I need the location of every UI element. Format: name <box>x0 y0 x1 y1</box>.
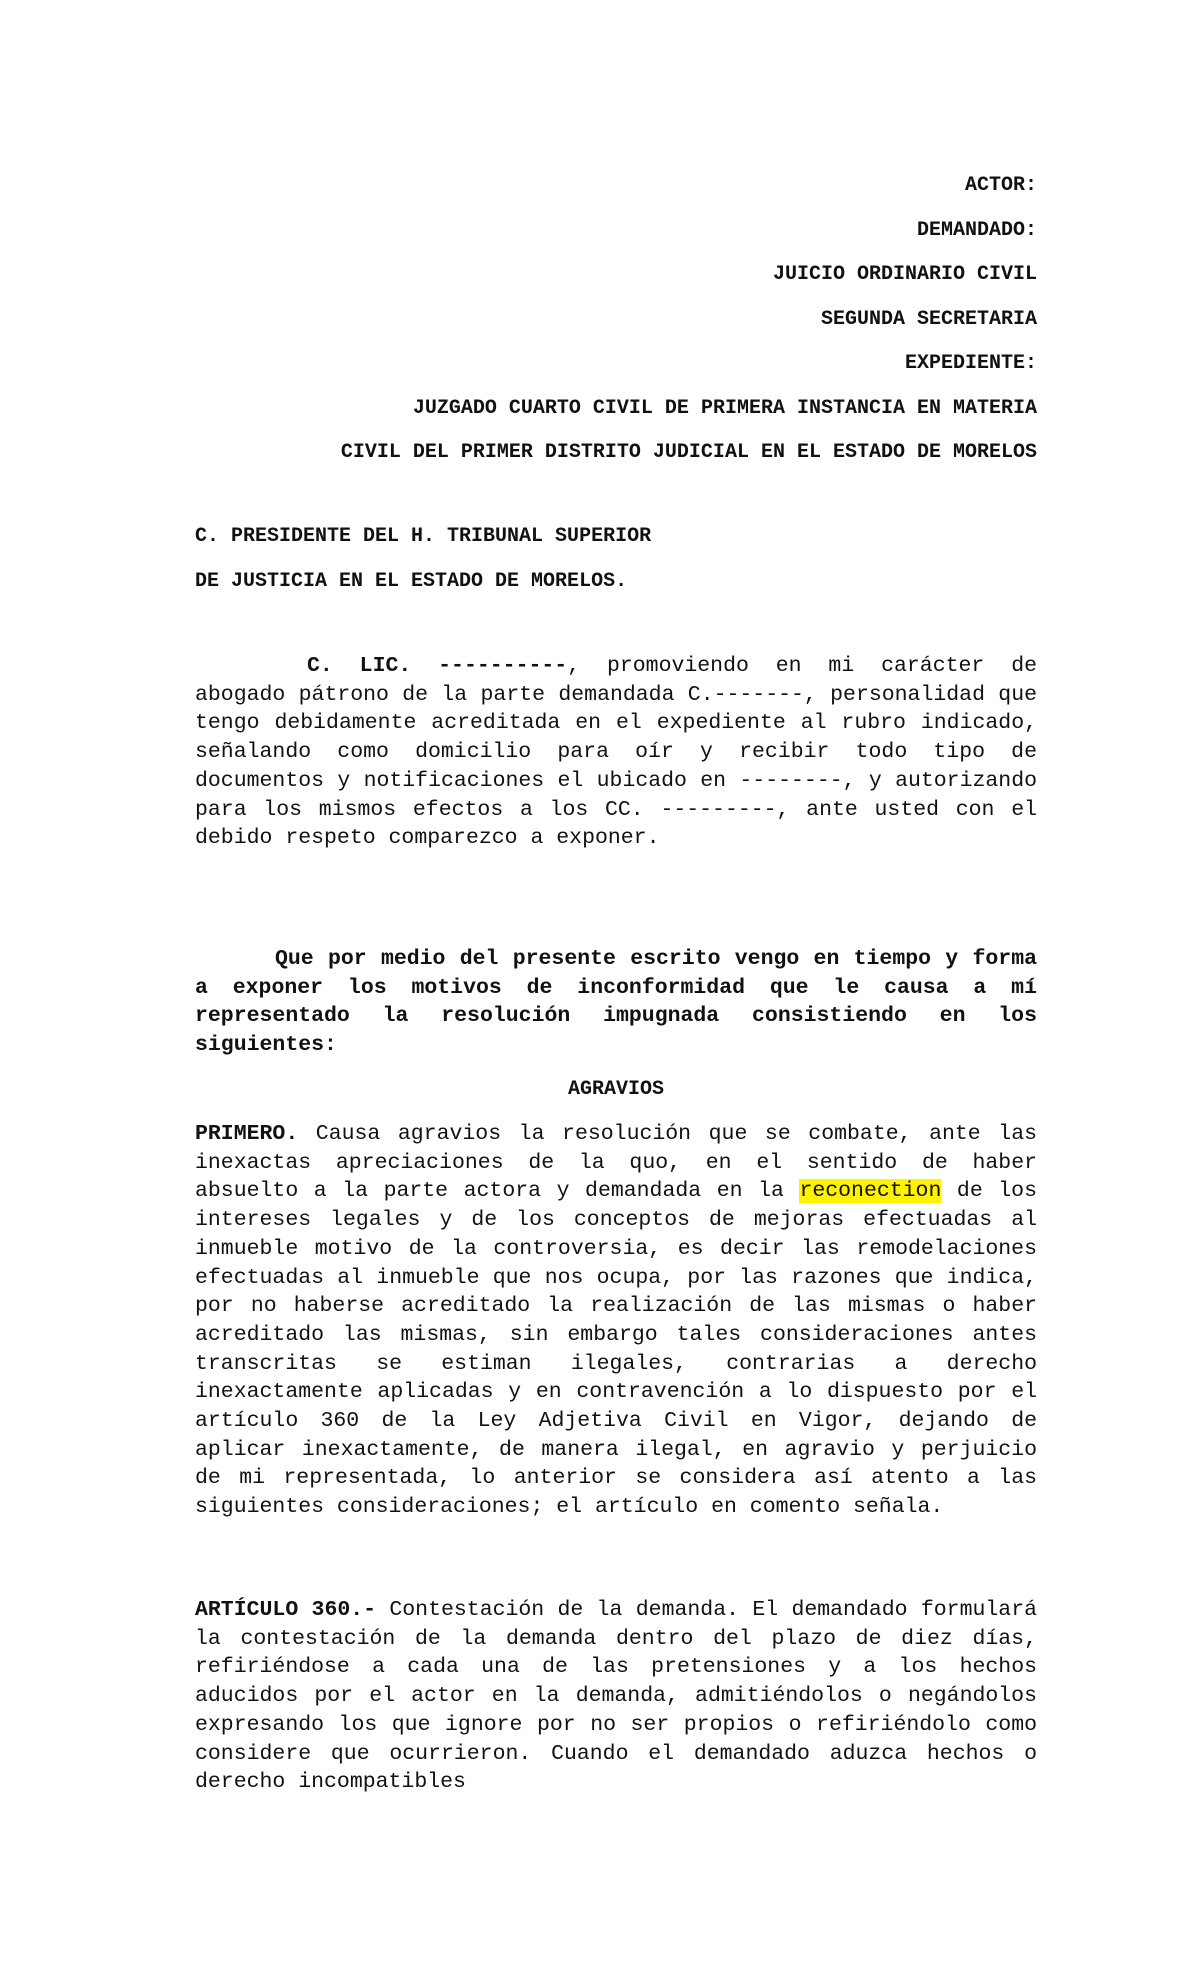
primero-paragraph <box>195 1120 1037 1522</box>
motive-paragraph: Que por medio del presente escrito vengo en tiempo y forma a exponer los motivos de inconformidad que le causa a mí representado la resolución impugnada consistiendo en los siguientes: <box>195 947 1037 1058</box>
primero-text-before: Causa agravios la resolución que se combate, ante las inexactas apreciaciones de la quo, en el sentido de haber absuelto a la parte actora y demandada en la <box>195 1122 1037 1204</box>
primero-text-after: de los intereses legales y de los conceptos de mejoras efectuadas al inmueble motivo de la controversia, es decir las remodelaciones efectuadas al inmueble que nos ocupa, por las razones que indica, por no haberse acreditado la realización de las mismas o haber acreditado las mismas, sin embargo tales consideraciones antes transcritas se estiman ilegales, contrarias a derecho inexactamente aplicadas y en contravención a lo dispuesto por el artículo 360 de la Ley Adjetiva Civil en Vigor, dejando de aplicar inexactamente, de manera ilegal, en agravio y perjuicio de mi representada, lo anterior se considera así atento a las siguientes consideraciones; el artículo en comento señala. <box>195 1179 1037 1520</box>
header-demandado: DEMANDADO: <box>916 218 1037 242</box>
agravios-heading: AGRAVIOS <box>567 1078 664 1101</box>
articulo-text: Contestación de la demanda. El demandado formulará la contestación de la demanda dentro del plazo de diez días, refiriéndose a cada una de las pretensiones y a los hechos aducidos por el actor en la demanda, admitiéndolos o negándolos expresando los que ignore por no ser propios o refiriéndolo como considere que ocurrieron. Cuando el demandado aduzca hechos o derecho incompatibles <box>195 1598 1037 1795</box>
intro-lead: C. LIC. ---------- <box>307 654 568 678</box>
case-header <box>195 164 1037 476</box>
intro-text: , promoviendo en mi carácter de abogado pátrono de la parte demandada C.-------, personalidad que tengo debidamente acreditada en el expediente al rubro indicado, señalando como domicilio para oír y recibir todo tipo de documentos y notificaciones el ubicado en --------, y autorizando para los mismos efectos a los CC. ---------, ante usted con el debido respeto comparezco a exponer. <box>195 654 1037 851</box>
header-expediente: EXPEDIENTE: <box>904 352 1037 375</box>
motive-section <box>195 945 1037 1060</box>
header-juicio: JUICIO ORDINARIO CIVIL <box>772 263 1037 286</box>
highlighted-word: reconection <box>799 1179 942 1204</box>
articulo-section <box>195 1596 1037 1797</box>
articulo-paragraph <box>195 1596 1037 1797</box>
intro-paragraph <box>195 652 1037 853</box>
primero-lead: PRIMERO. <box>195 1122 299 1146</box>
header-juzgado-line2: CIVIL DEL PRIMER DISTRITO JUDICIAL EN EL ESTADO DE MORELOS <box>340 441 1037 464</box>
header-juzgado-line1: JUZGADO CUARTO CIVIL DE PRIMERA INSTANCIA EN MATERIA <box>412 396 1037 420</box>
header-actor: ACTOR: <box>964 174 1037 197</box>
header-secretaria: SEGUNDA SECRETARIA <box>820 307 1037 331</box>
addressee-line-2: DE JUSTICIA EN EL ESTADO DE MORELOS. <box>195 570 628 593</box>
intro-section <box>195 652 1037 853</box>
primero-section <box>195 1120 1037 1522</box>
addressee-block <box>195 514 1037 604</box>
addressee-line-1: C. PRESIDENTE DEL H. TRIBUNAL SUPERIOR <box>195 525 652 548</box>
articulo-lead: ARTÍCULO 360.- <box>195 1598 377 1622</box>
